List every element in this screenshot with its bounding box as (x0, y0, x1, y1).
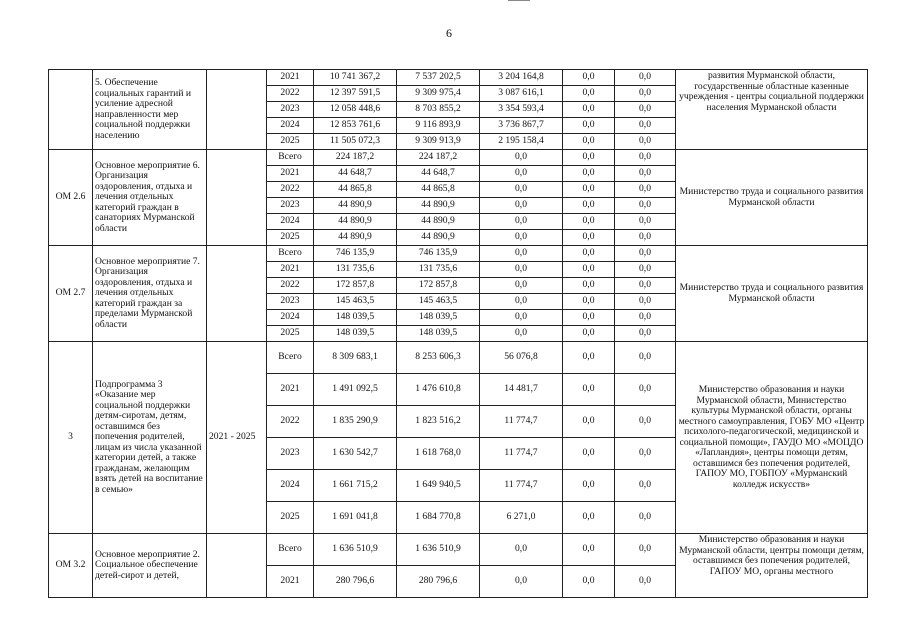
year-cell: 2024 (267, 470, 314, 502)
amount-total-cell: 44 890,9 (314, 230, 397, 246)
amount-total-cell: 1 661 715,2 (314, 470, 397, 502)
year-cell: 2023 (267, 102, 314, 118)
year-cell: 2025 (267, 502, 314, 534)
amount-mun-cell: 0,0 (563, 70, 615, 86)
amount-extra-cell: 0,0 (615, 230, 676, 246)
amount-extra-cell: 0,0 (615, 134, 676, 150)
amount-total-cell: 44 865,8 (314, 182, 397, 198)
amount-total-cell: 1 691 041,8 (314, 502, 397, 534)
amount-reg-cell: 1 684 770,8 (397, 502, 480, 534)
amount-reg-cell: 280 796,6 (397, 566, 480, 598)
amount-mun-cell: 0,0 (563, 534, 615, 566)
amount-mun-cell: 0,0 (563, 438, 615, 470)
year-cell: 2021 (267, 166, 314, 182)
budget-table (48, 69, 868, 598)
amount-mun-cell: 0,0 (563, 278, 615, 294)
amount-fed-cell: 3 087 616,1 (480, 86, 563, 102)
table-row (49, 70, 868, 86)
year-cell: Всего (267, 150, 314, 166)
table-row (49, 246, 868, 262)
year-cell: 2023 (267, 294, 314, 310)
amount-total-cell: 131 735,6 (314, 262, 397, 278)
amount-mun-cell: 0,0 (563, 566, 615, 598)
responsible-executor: Министерство труда и социального развития Мурманской области (676, 150, 868, 246)
amount-reg-cell: 1 636 510,9 (397, 534, 480, 566)
section-period (207, 150, 267, 246)
amount-fed-cell: 0,0 (480, 182, 563, 198)
page-number: 6 (446, 26, 452, 40)
amount-fed-cell: 0,0 (480, 294, 563, 310)
amount-fed-cell: 0,0 (480, 566, 563, 598)
table-row (49, 342, 868, 374)
amount-reg-cell: 44 648,7 (397, 166, 480, 182)
amount-reg-cell: 8 703 855,2 (397, 102, 480, 118)
year-cell: 2021 (267, 566, 314, 598)
section-name: Подпрограмма 3 «Оказание мер социальной поддержки детям-сиротам, детям, оставшимся без попечения родителей, лицам из числа указанной категории детей, а также гражданам, желающим взять детей на воспитание в семью» (93, 342, 207, 534)
amount-fed-cell: 0,0 (480, 310, 563, 326)
amount-fed-cell: 6 271,0 (480, 502, 563, 534)
section-period (207, 534, 267, 598)
amount-reg-cell: 44 890,9 (397, 214, 480, 230)
amount-fed-cell: 0,0 (480, 246, 563, 262)
amount-fed-cell: 2 195 158,4 (480, 134, 563, 150)
year-cell: Всего (267, 534, 314, 566)
amount-total-cell: 148 039,5 (314, 310, 397, 326)
amount-mun-cell: 0,0 (563, 246, 615, 262)
amount-fed-cell: 0,0 (480, 150, 563, 166)
amount-total-cell: 12 058 448,6 (314, 102, 397, 118)
year-cell: 2021 (267, 374, 314, 406)
amount-extra-cell: 0,0 (615, 326, 676, 342)
amount-mun-cell: 0,0 (563, 470, 615, 502)
amount-reg-cell: 9 309 975,4 (397, 86, 480, 102)
section-name: Основное мероприятие 2. Социальное обеспечение детей-сирот и детей, (93, 534, 207, 598)
amount-fed-cell: 0,0 (480, 198, 563, 214)
amount-reg-cell: 1 823 516,2 (397, 406, 480, 438)
amount-extra-cell: 0,0 (615, 246, 676, 262)
table-body (49, 70, 868, 598)
section-code (49, 70, 93, 150)
amount-extra-cell: 0,0 (615, 294, 676, 310)
amount-mun-cell: 0,0 (563, 86, 615, 102)
amount-reg-cell: 8 253 606,3 (397, 342, 480, 374)
year-cell: 2022 (267, 406, 314, 438)
amount-extra-cell: 0,0 (615, 470, 676, 502)
amount-extra-cell: 0,0 (615, 310, 676, 326)
page-top-mark (508, 0, 530, 1)
amount-fed-cell: 0,0 (480, 534, 563, 566)
amount-mun-cell: 0,0 (563, 182, 615, 198)
responsible-executor: развития Мурманской области, государственные областные казенные учреждения - центры социальной поддержки населения Мурманской области (676, 70, 868, 150)
amount-fed-cell: 3 736 867,7 (480, 118, 563, 134)
amount-total-cell: 11 505 072,3 (314, 134, 397, 150)
amount-mun-cell: 0,0 (563, 406, 615, 438)
amount-fed-cell: 0,0 (480, 230, 563, 246)
amount-extra-cell: 0,0 (615, 102, 676, 118)
amount-extra-cell: 0,0 (615, 502, 676, 534)
amount-mun-cell: 0,0 (563, 102, 615, 118)
amount-reg-cell: 148 039,5 (397, 326, 480, 342)
amount-extra-cell: 0,0 (615, 182, 676, 198)
amount-fed-cell: 3 204 164,8 (480, 70, 563, 86)
amount-reg-cell: 44 890,9 (397, 230, 480, 246)
amount-mun-cell: 0,0 (563, 502, 615, 534)
amount-extra-cell: 0,0 (615, 278, 676, 294)
amount-fed-cell: 11 774,7 (480, 406, 563, 438)
amount-reg-cell: 224 187,2 (397, 150, 480, 166)
section-code: ОМ 3.2 (49, 534, 93, 598)
year-cell: 2025 (267, 326, 314, 342)
amount-extra-cell: 0,0 (615, 70, 676, 86)
amount-fed-cell: 0,0 (480, 278, 563, 294)
responsible-executor: Министерство труда и социального развития Мурманской области (676, 246, 868, 342)
section-period: 2021 - 2025 (207, 342, 267, 534)
year-cell: 2023 (267, 198, 314, 214)
year-cell: 2025 (267, 230, 314, 246)
year-cell: Всего (267, 246, 314, 262)
amount-reg-cell: 1 476 610,8 (397, 374, 480, 406)
amount-total-cell: 44 648,7 (314, 166, 397, 182)
amount-total-cell: 1 636 510,9 (314, 534, 397, 566)
amount-total-cell: 172 857,8 (314, 278, 397, 294)
amount-extra-cell: 0,0 (615, 150, 676, 166)
amount-mun-cell: 0,0 (563, 150, 615, 166)
amount-total-cell: 145 463,5 (314, 294, 397, 310)
year-cell: 2025 (267, 134, 314, 150)
amount-reg-cell: 148 039,5 (397, 310, 480, 326)
amount-total-cell: 44 890,9 (314, 214, 397, 230)
amount-extra-cell: 0,0 (615, 438, 676, 470)
amount-fed-cell: 3 354 593,4 (480, 102, 563, 118)
amount-extra-cell: 0,0 (615, 118, 676, 134)
amount-total-cell: 224 187,2 (314, 150, 397, 166)
amount-mun-cell: 0,0 (563, 326, 615, 342)
amount-total-cell: 148 039,5 (314, 326, 397, 342)
amount-fed-cell: 0,0 (480, 326, 563, 342)
amount-mun-cell: 0,0 (563, 134, 615, 150)
amount-reg-cell: 44 890,9 (397, 198, 480, 214)
amount-total-cell: 10 741 367,2 (314, 70, 397, 86)
amount-mun-cell: 0,0 (563, 198, 615, 214)
amount-extra-cell: 0,0 (615, 374, 676, 406)
responsible-executor: Министерство образования и науки Мурманской области, Министерство культуры Мурманской области, органы местного самоуправления, ГОБУ МО «Центр психолого-педагогической, медицинской и социальной помощи», ГАУДО МО «МОЦДО «Лапландия», центры помощи детям, оставшимся без попечения родителей, ГАПОУ МО, ГОБПОУ «Мурманский колледж искусств» (676, 342, 868, 534)
amount-total-cell: 746 135,9 (314, 246, 397, 262)
amount-total-cell: 44 890,9 (314, 198, 397, 214)
year-cell: 2023 (267, 438, 314, 470)
amount-reg-cell: 9 116 893,9 (397, 118, 480, 134)
table-row (49, 150, 868, 166)
year-cell: Всего (267, 342, 314, 374)
amount-extra-cell: 0,0 (615, 198, 676, 214)
table-row (49, 534, 868, 566)
amount-mun-cell: 0,0 (563, 262, 615, 278)
amount-reg-cell: 172 857,8 (397, 278, 480, 294)
year-cell: 2022 (267, 86, 314, 102)
amount-fed-cell: 14 481,7 (480, 374, 563, 406)
amount-reg-cell: 44 865,8 (397, 182, 480, 198)
amount-extra-cell: 0,0 (615, 166, 676, 182)
amount-mun-cell: 0,0 (563, 230, 615, 246)
amount-fed-cell: 0,0 (480, 214, 563, 230)
amount-extra-cell: 0,0 (615, 214, 676, 230)
year-cell: 2022 (267, 182, 314, 198)
amount-mun-cell: 0,0 (563, 118, 615, 134)
amount-mun-cell: 0,0 (563, 294, 615, 310)
amount-extra-cell: 0,0 (615, 406, 676, 438)
amount-extra-cell: 0,0 (615, 342, 676, 374)
amount-extra-cell: 0,0 (615, 566, 676, 598)
amount-reg-cell: 1 618 768,0 (397, 438, 480, 470)
amount-mun-cell: 0,0 (563, 166, 615, 182)
amount-total-cell: 8 309 683,1 (314, 342, 397, 374)
section-name: 5. Обеспечение социальных гарантий и усиление адресной направленности мер социальной поддержки населению (93, 70, 207, 150)
amount-fed-cell: 11 774,7 (480, 470, 563, 502)
amount-mun-cell: 0,0 (563, 374, 615, 406)
amount-total-cell: 12 853 761,6 (314, 118, 397, 134)
amount-fed-cell: 0,0 (480, 166, 563, 182)
amount-mun-cell: 0,0 (563, 342, 615, 374)
amount-total-cell: 280 796,6 (314, 566, 397, 598)
amount-reg-cell: 131 735,6 (397, 262, 480, 278)
year-cell: 2021 (267, 70, 314, 86)
amount-reg-cell: 7 537 202,5 (397, 70, 480, 86)
amount-total-cell: 1 835 290,9 (314, 406, 397, 438)
amount-mun-cell: 0,0 (563, 214, 615, 230)
section-name: Основное мероприятие 6. Организация оздоровления, отдыха и лечения отдельных категорий граждан в санаториях Мурманской области (93, 150, 207, 246)
section-period (207, 70, 267, 150)
amount-total-cell: 1 491 092,5 (314, 374, 397, 406)
year-cell: 2021 (267, 262, 314, 278)
year-cell: 2024 (267, 310, 314, 326)
responsible-executor: Министерство образования и науки Мурманской области, центры помощи детям, оставшимся без попечения родителей, ГАПОУ МО, органы местного (676, 534, 868, 598)
amount-total-cell: 12 397 591,5 (314, 86, 397, 102)
amount-mun-cell: 0,0 (563, 310, 615, 326)
amount-reg-cell: 746 135,9 (397, 246, 480, 262)
amount-reg-cell: 145 463,5 (397, 294, 480, 310)
amount-fed-cell: 11 774,7 (480, 438, 563, 470)
amount-fed-cell: 56 076,8 (480, 342, 563, 374)
amount-fed-cell: 0,0 (480, 262, 563, 278)
amount-reg-cell: 1 649 940,5 (397, 470, 480, 502)
section-code: ОМ 2.6 (49, 150, 93, 246)
section-code: ОМ 2.7 (49, 246, 93, 342)
year-cell: 2022 (267, 278, 314, 294)
year-cell: 2024 (267, 118, 314, 134)
section-period (207, 246, 267, 342)
year-cell: 2024 (267, 214, 314, 230)
amount-extra-cell: 0,0 (615, 86, 676, 102)
amount-reg-cell: 9 309 913,9 (397, 134, 480, 150)
amount-total-cell: 1 630 542,7 (314, 438, 397, 470)
section-code: 3 (49, 342, 93, 534)
amount-extra-cell: 0,0 (615, 262, 676, 278)
amount-extra-cell: 0,0 (615, 534, 676, 566)
section-name: Основное мероприятие 7. Организация оздоровления, отдыха и лечения отдельных категорий граждан за пределами Мурманской области (93, 246, 207, 342)
